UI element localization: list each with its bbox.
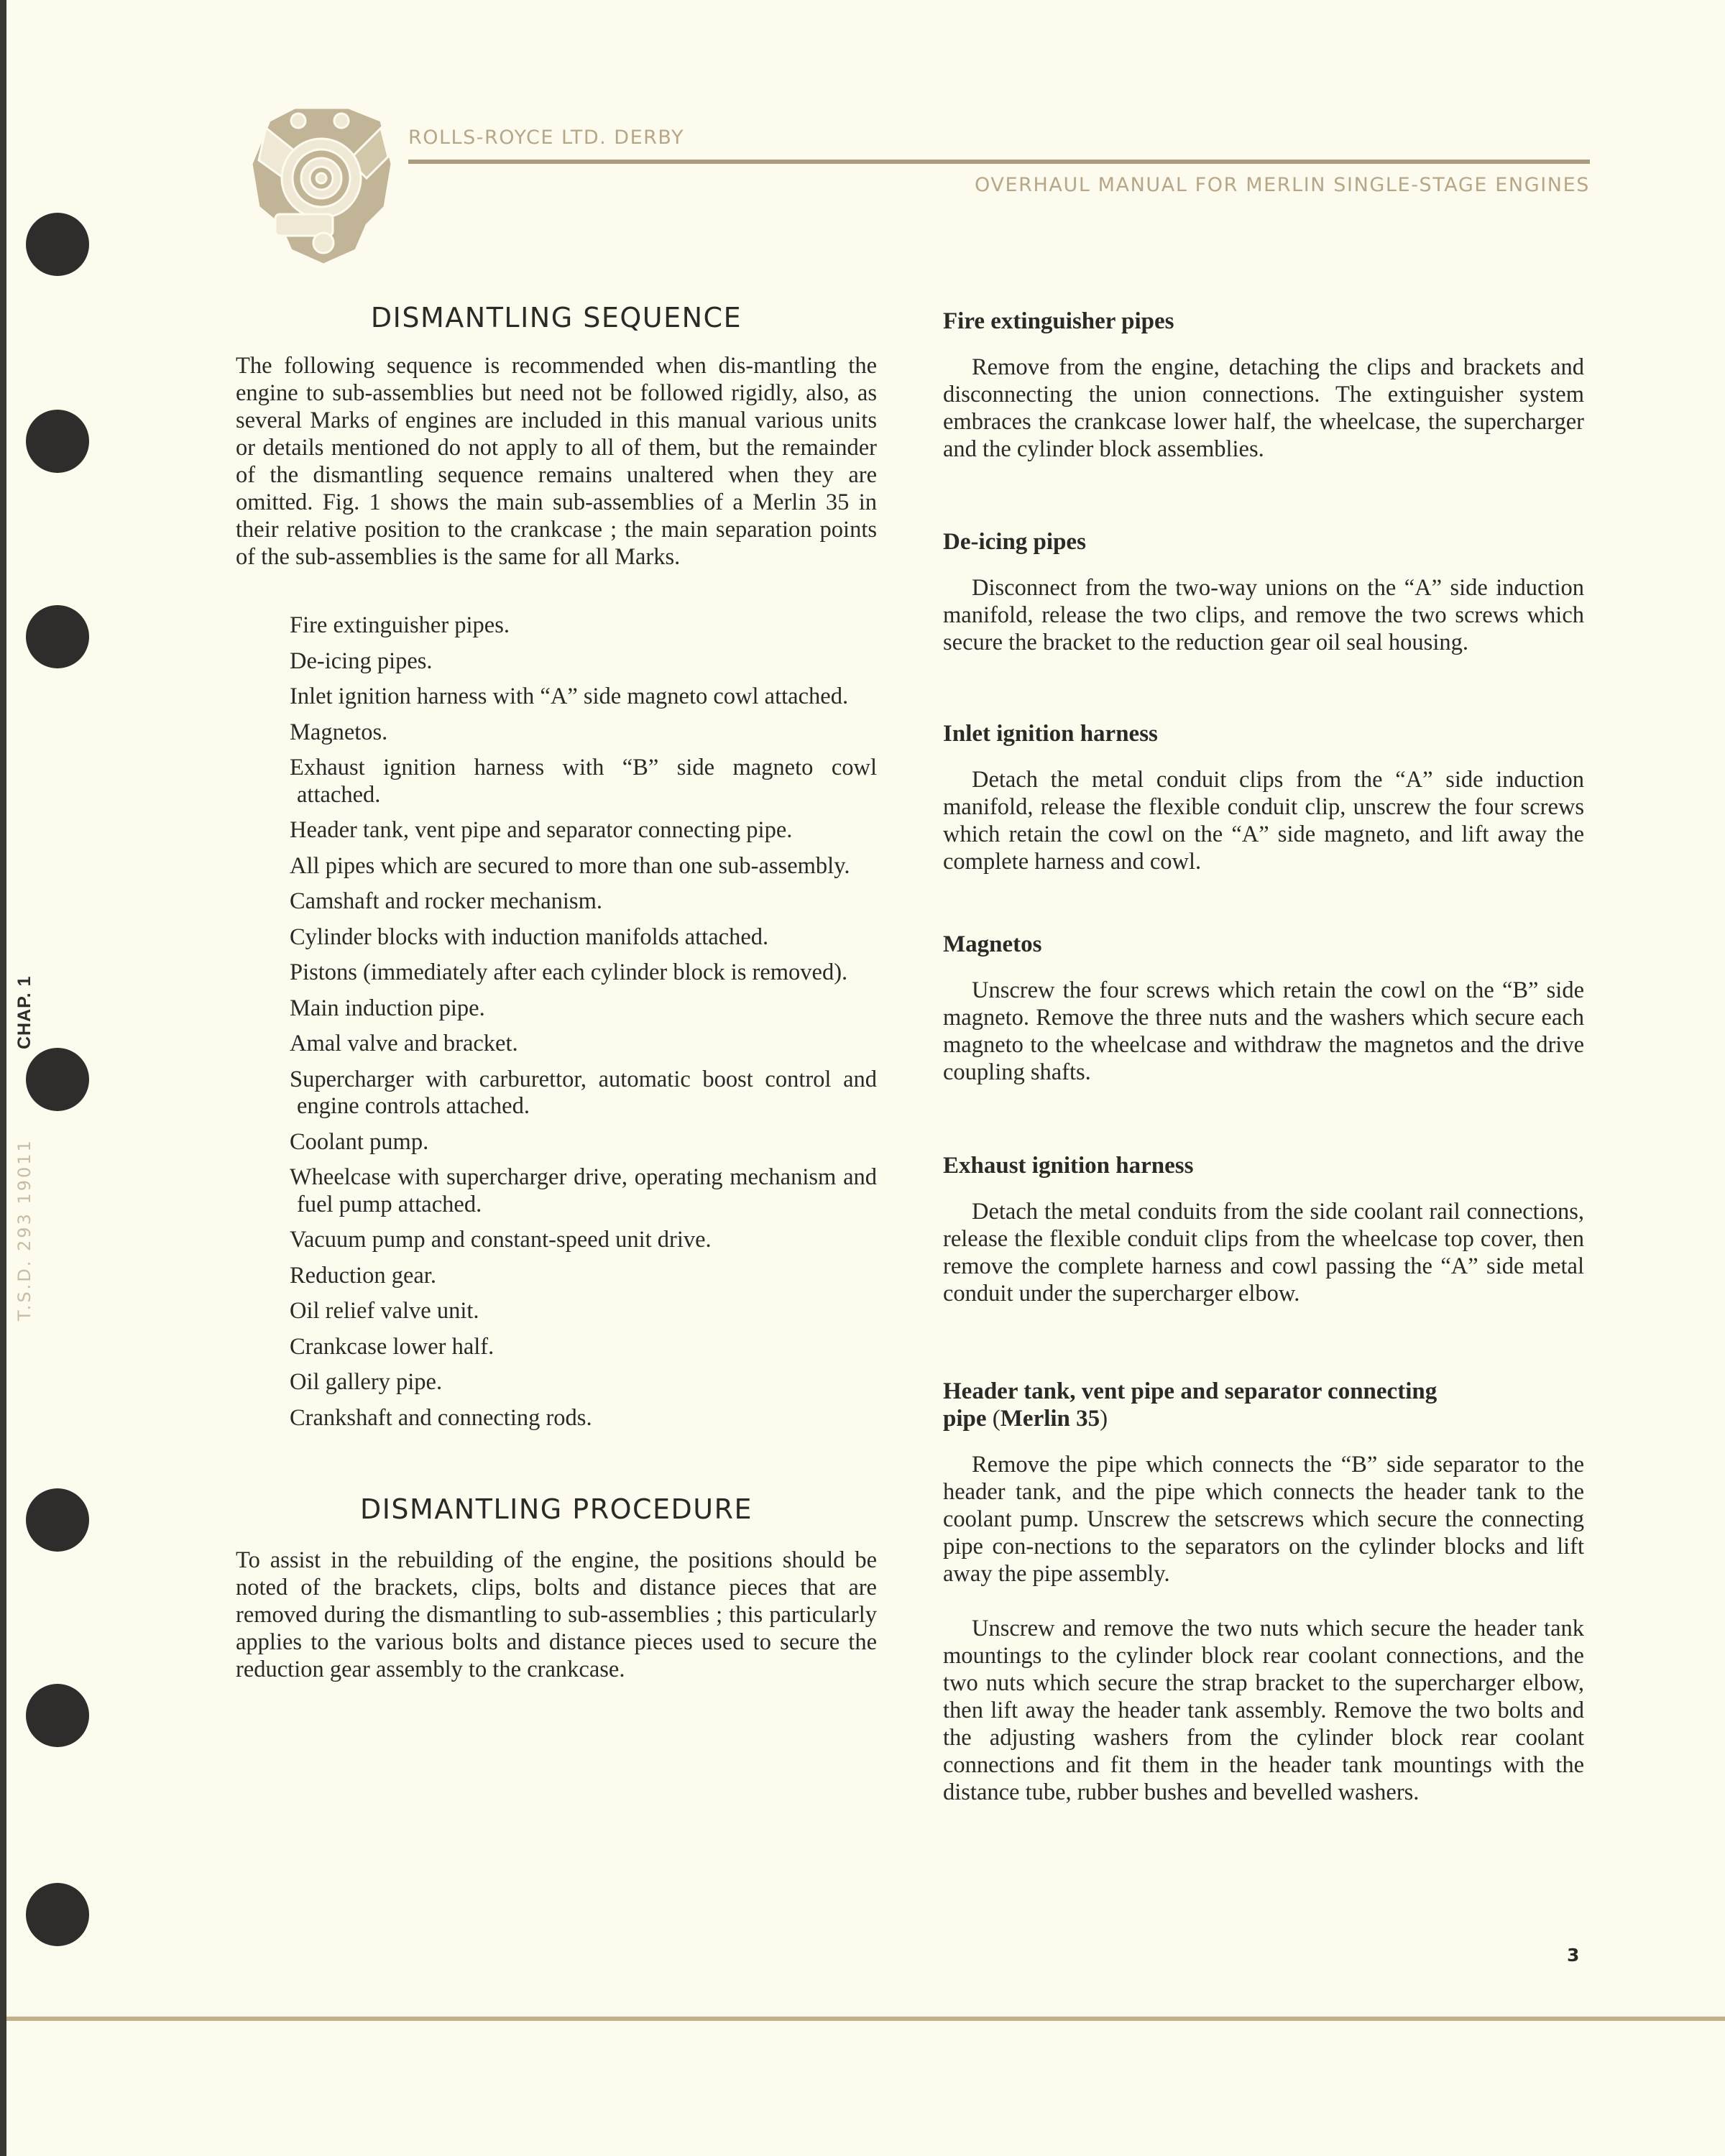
section-fire-extinguisher-pipes — [943, 308, 1584, 463]
section-heading-suffix: (Merlin 35) — [992, 1406, 1108, 1432]
section-paragraph: Remove the pipe which connects the “B” side separator to the header tank, and the pipe which connects the header tank to the coolant pump. Unscrew the setscrews which secure the connecting pipe con-nections to the separators on the cylinder blocks and lift away the pipe assembly. — [943, 1452, 1584, 1587]
list-item: Vacuum pump and constant-speed unit drive. — [290, 1227, 712, 1253]
header-rule — [408, 160, 1590, 164]
footer-rule — [6, 2017, 1725, 2021]
dismantling-sequence-title: DISMANTLING SEQUENCE — [370, 302, 742, 333]
section-heading-text: Header tank, vent pipe and separator connecting pipe — [943, 1378, 1438, 1432]
section-heading — [943, 1378, 1460, 1432]
list-item: Camshaft and rocker mechanism. — [290, 888, 602, 914]
section-header-tank — [943, 1378, 1584, 1806]
binder-hole — [26, 605, 89, 668]
list-item: Magnetos. — [290, 719, 388, 745]
list-item: De-icing pipes. — [290, 648, 433, 674]
section-heading: Magnetos — [943, 931, 1042, 957]
section-heading: Exhaust ignition harness — [943, 1153, 1194, 1179]
section-paragraph: Detach the metal conduit clips from the “A” side induction manifold, release the flexible conduit clip, unscrew the four screws which retain the cowl on the “A” side magneto, and lift away the complete harness and cowl. — [943, 767, 1584, 875]
list-item: Wheelcase with supercharger drive, operating mechanism and fuel pump attached. — [290, 1164, 877, 1217]
manual-title: OVERHAUL MANUAL FOR MERLIN SINGLE-STAGE ENGINES — [975, 174, 1590, 196]
section-paragraph: Disconnect from the two-way unions on the “A” side induction manifold, release the two clips, and remove the two screws which secure the bracket to the reduction gear oil seal housing. — [943, 575, 1584, 655]
section-exhaust-ignition-harness — [943, 1152, 1584, 1307]
section-paragraph: Unscrew and remove the two nuts which secure the header tank mountings to the cylinder block rear coolant connections, and the two nuts which secure the strap bracket to the supercharger elbow, then lift away the header tank assembly. Remove the two bolts and the adjusting washers from the cylinder block rear coolant connections and fit them in the header tank mountings with the distance tube, rubber bushes and bevelled washers. — [943, 1616, 1584, 1805]
list-item: Pistons (immediately after each cylinder block is removed). — [290, 959, 848, 985]
section-paragraph: Unscrew the four screws which retain the cowl on the “B” side magneto. Remove the three nuts and the washers which secure each magneto to the wheelcase and withdraw the magnetos and the drive coupling shafts. — [943, 977, 1584, 1085]
section-magnetos — [943, 931, 1584, 1086]
binder-hole — [26, 1488, 89, 1552]
list-item: Crankcase lower half. — [290, 1333, 494, 1360]
list-item: Oil gallery pipe. — [290, 1369, 443, 1395]
merlin-engine-logo-icon — [241, 99, 406, 266]
list-item: Exhaust ignition harness with “B” side magneto cowl attached. — [290, 755, 877, 808]
list-item: Coolant pump. — [290, 1128, 429, 1155]
list-item: Supercharger with carburettor, automatic boost control and engine controls attached. — [290, 1066, 877, 1119]
company-name: ROLLS-ROYCE LTD. DERBY — [408, 126, 684, 149]
list-item: Fire extinguisher pipes. — [290, 612, 510, 638]
list-item: Crankshaft and connecting rods. — [290, 1404, 592, 1431]
sequence-list — [236, 612, 877, 1432]
list-item: Reduction gear. — [290, 1262, 436, 1289]
chapter-label: CHAP. 1 — [14, 975, 34, 1049]
section-heading: De-icing pipes — [943, 529, 1086, 555]
left-column — [236, 302, 877, 1683]
heading-model: Merlin 35 — [1000, 1406, 1100, 1432]
list-item: Oil relief valve unit. — [290, 1298, 479, 1324]
binder-hole — [26, 1684, 89, 1747]
sequence-intro: The following sequence is recommended when dis-mantling the engine to sub-assemblies but need not be followed rigidly, also, as several Marks of engines are included in this manual various units or details mentioned do not apply to all of them, but the remainder of the dismantling sequence remains unaltered when they are omitted. Fig. 1 shows the main sub-assemblies of a Merlin 35 in their relative position to the crankcase ; the main separation points of the sub-assemblies is the same for all Marks. — [236, 353, 877, 570]
section-heading: Fire extinguisher pipes — [943, 308, 1174, 334]
section-inlet-ignition-harness — [943, 720, 1584, 875]
dismantling-procedure-title: DISMANTLING PROCEDURE — [359, 1493, 753, 1525]
binder-hole — [26, 213, 89, 276]
list-item: All pipes which are secured to more than one sub-assembly. — [290, 852, 850, 879]
section-paragraph: Detach the metal conduits from the side coolant rail connections, release the flexible conduit clips from the wheelcase top cover, then remove the complete harness and cowl passing the “A” side metal conduit under the supercharger elbow. — [943, 1199, 1584, 1307]
procedure-body: To assist in the rebuilding of the engine, the positions should be noted of the brackets, clips, bolts and distance pieces that are removed during the dismantling to sub-assemblies ; this particularly applies to the various bolts and distance pieces used to secure the reduction gear assembly to the crankcase. — [236, 1547, 877, 1682]
document-reference: T.S.D. 293 19011 — [14, 1138, 34, 1321]
list-item: Cylinder blocks with induction manifolds attached. — [290, 923, 769, 950]
page-binding-edge — [0, 0, 6, 2156]
binder-hole — [26, 1883, 89, 1946]
page-number: 3 — [1567, 1945, 1580, 1966]
section-de-icing-pipes — [943, 528, 1584, 656]
binder-hole — [26, 410, 89, 473]
section-heading: Inlet ignition harness — [943, 721, 1158, 747]
list-item: Amal valve and bracket. — [290, 1031, 518, 1056]
list-item: Main induction pipe. — [290, 995, 485, 1021]
list-item: Inlet ignition harness with “A” side magneto cowl attached. — [290, 683, 849, 709]
section-paragraph: Remove from the engine, detaching the clips and brackets and disconnecting the union connections. The extinguisher system embraces the crankcase lower half, the wheelcase, the supercharger and the cylinder block assemblies. — [943, 354, 1584, 462]
list-item: Header tank, vent pipe and separator connecting pipe. — [290, 817, 793, 843]
binder-hole — [26, 1048, 89, 1111]
